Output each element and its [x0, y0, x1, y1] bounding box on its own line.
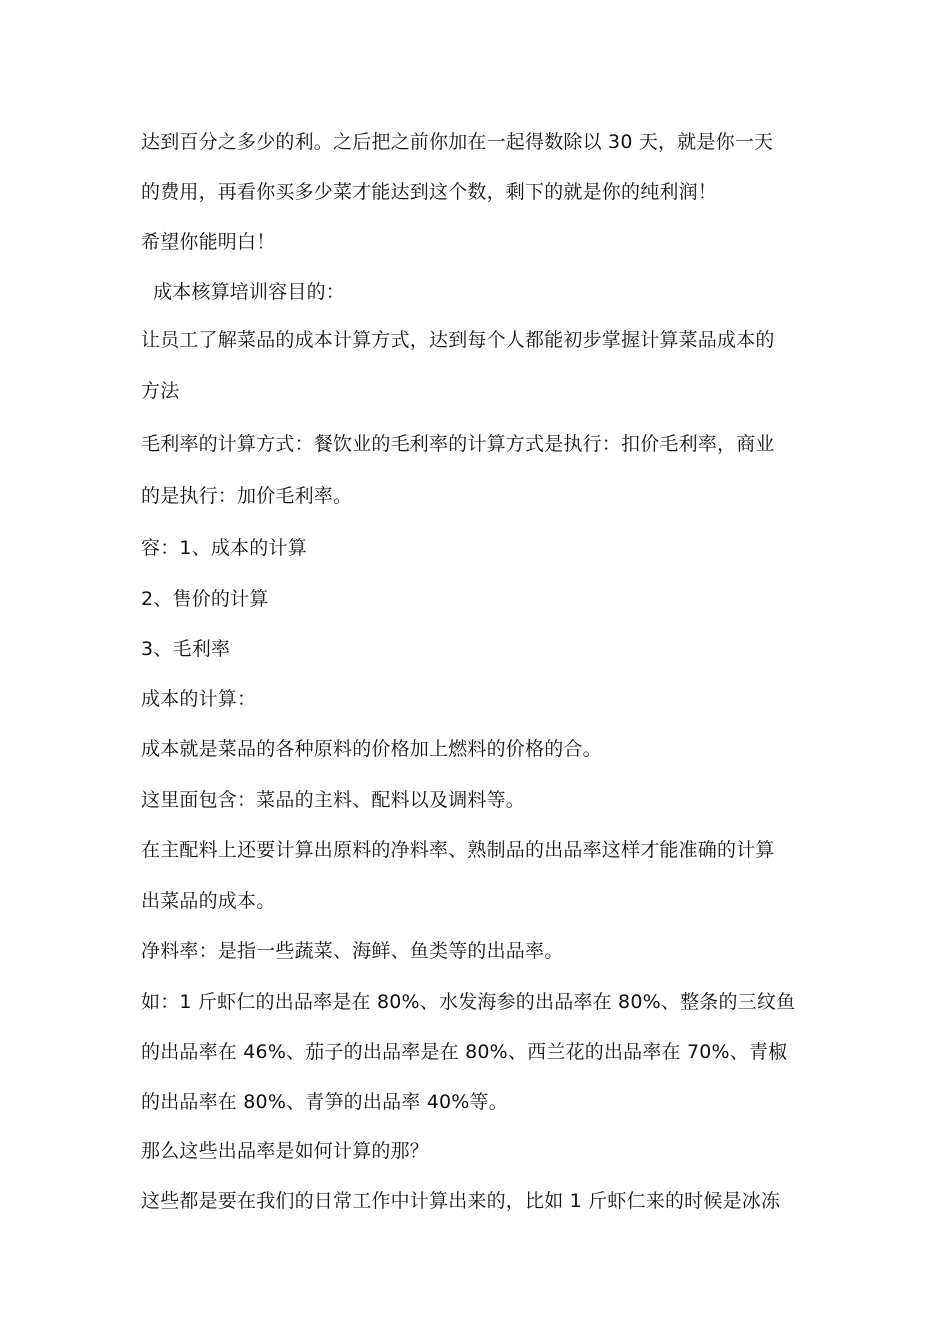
text-line: 成本的计算：: [141, 688, 257, 710]
text-line: 毛利率的计算方式：餐饮业的毛利率的计算方式是执行：扣价毛利率，商业: [141, 433, 775, 455]
text-line: 达到百分之多少的利。之后把之前你加在一起得数除以 30 天，就是你一天: [141, 131, 774, 153]
text-line: 让员工了解菜品的成本计算方式，达到每个人都能初步掌握计算菜品成本的: [141, 329, 775, 351]
text-line: 那么这些出品率是如何计算的那？: [141, 1140, 430, 1162]
text-line: 的费用，再看你买多少菜才能达到这个数，剩下的就是你的纯利润！: [141, 181, 718, 203]
text-line: 3、毛利率: [141, 638, 231, 660]
section-heading: 成本核算培训容目的：: [153, 281, 346, 303]
text-line: 在主配料上还要计算出原料的净料率、熟制品的出品率这样才能准确的计算: [141, 839, 775, 861]
text-line: 的出品率在 80%、青笋的出品率 40%等。: [141, 1091, 508, 1113]
text-line: 成本就是菜品的各种原料的价格加上燃料的价格的合。: [141, 738, 602, 760]
text-line: 这些都是要在我们的日常工作中计算出来的，比如 1 斤虾仁来的时候是冰冻: [141, 1190, 781, 1212]
text-line: 的是执行：加价毛利率。: [141, 485, 353, 507]
text-line: 出菜品的成本。: [141, 890, 276, 912]
text-line: 2、售价的计算: [141, 588, 269, 610]
text-line: 如：1 斤虾仁的出品率是在 80%、水发海参的出品率在 80%、整条的三纹鱼: [141, 991, 796, 1013]
text-line: 的出品率在 46%、茄子的出品率是在 80%、西兰花的出品率在 70%、青椒: [141, 1041, 788, 1063]
text-line: 净料率：是指一些蔬菜、海鲜、鱼类等的出品率。: [141, 940, 564, 962]
text-line: 这里面包含：菜品的主料、配料以及调料等。: [141, 789, 526, 811]
text-line: 方法: [141, 380, 180, 402]
text-line: 希望你能明白！: [141, 231, 276, 253]
text-line: 容：1、成本的计算: [141, 537, 307, 559]
